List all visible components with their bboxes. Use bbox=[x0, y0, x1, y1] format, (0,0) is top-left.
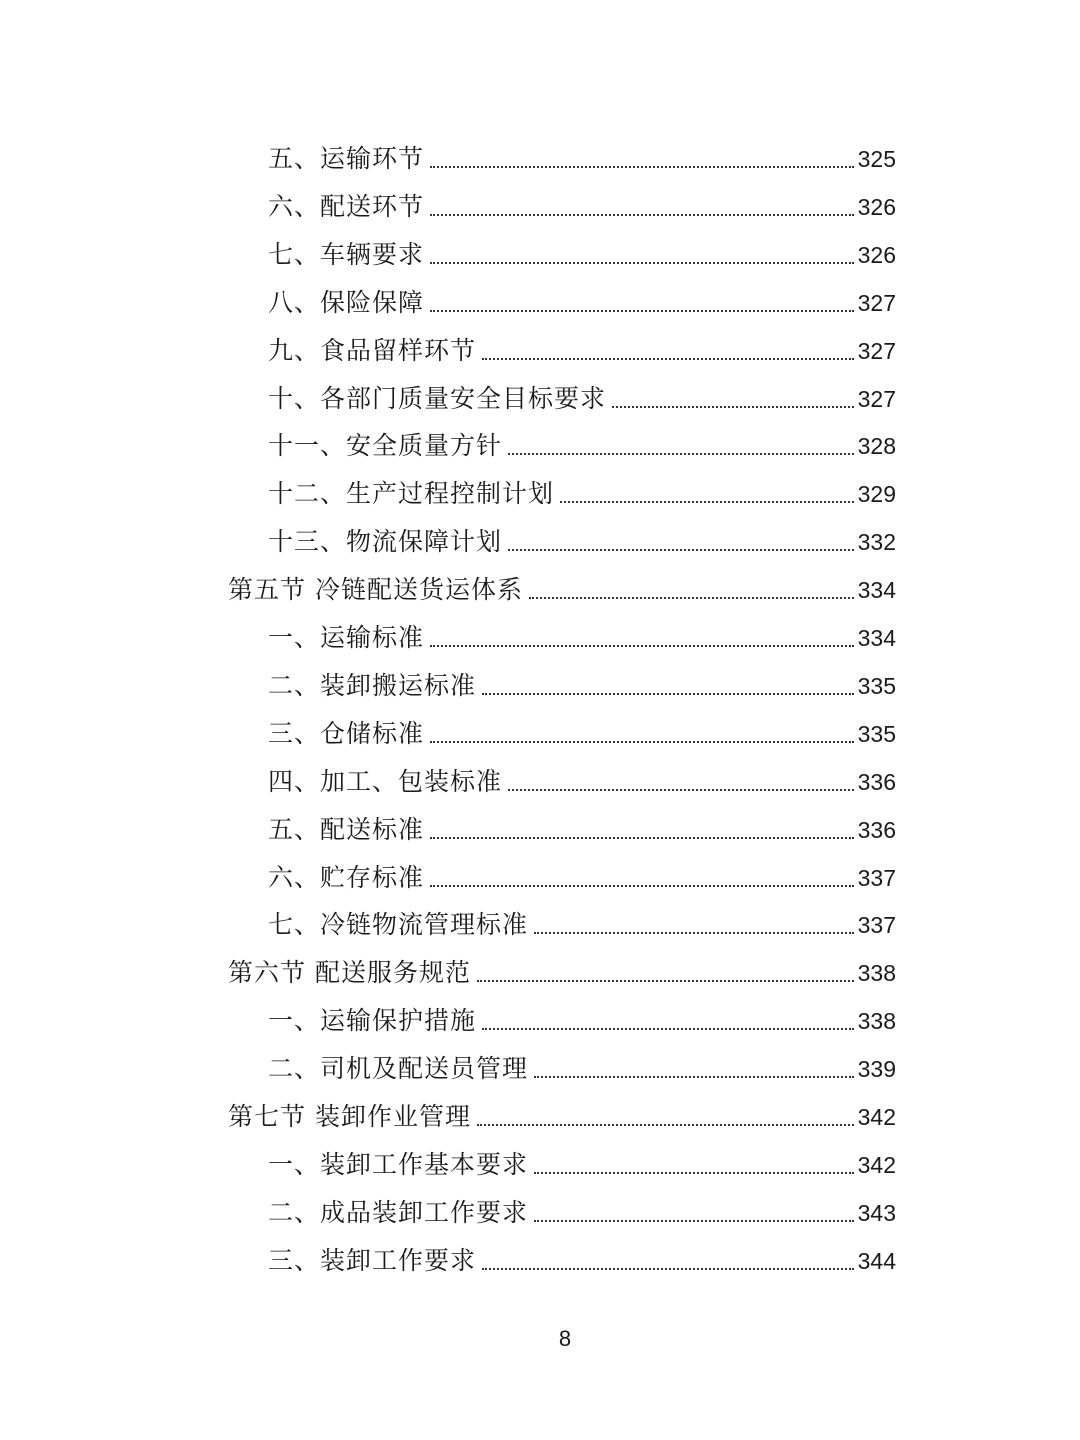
toc-entry-page-number: 336 bbox=[857, 816, 896, 843]
toc-entry[interactable] bbox=[268, 320, 896, 368]
toc-dot-leader bbox=[430, 214, 854, 216]
toc-dot-leader bbox=[430, 310, 854, 312]
toc-dot-leader bbox=[508, 453, 854, 455]
toc-entry-label: 五、配送标准 bbox=[268, 814, 425, 844]
toc-entry[interactable] bbox=[268, 655, 896, 703]
toc-dot-leader bbox=[534, 1172, 854, 1174]
toc-entry-label: 十二、生产过程控制计划 bbox=[268, 479, 555, 509]
toc-dot-leader bbox=[430, 741, 854, 743]
toc-dot-leader bbox=[430, 645, 854, 647]
toc-entry[interactable] bbox=[268, 176, 896, 224]
toc-entry-page-number: 344 bbox=[857, 1247, 896, 1274]
toc-dot-leader bbox=[430, 166, 854, 168]
toc-entry[interactable] bbox=[268, 224, 896, 272]
toc-dot-leader bbox=[482, 1268, 854, 1270]
toc-entry[interactable] bbox=[268, 368, 896, 416]
toc-dot-leader bbox=[529, 597, 854, 599]
toc-entry[interactable] bbox=[268, 272, 896, 320]
toc-entry-page-number: 327 bbox=[857, 289, 896, 316]
toc-entry[interactable] bbox=[268, 990, 896, 1038]
toc-entry-label: 六、配送环节 bbox=[268, 191, 425, 221]
toc-entry[interactable] bbox=[268, 799, 896, 847]
toc-entry[interactable] bbox=[268, 1182, 896, 1230]
toc-entry-page-number: 342 bbox=[857, 1151, 896, 1178]
toc-section-entry[interactable] bbox=[228, 942, 896, 990]
toc-entry-label: 一、运输保护措施 bbox=[268, 1006, 477, 1036]
toc-entry-page-number: 343 bbox=[857, 1199, 896, 1226]
toc-dot-leader bbox=[534, 1076, 854, 1078]
toc-entry-label: 第六节 配送服务规范 bbox=[228, 958, 471, 988]
toc-entry-page-number: 334 bbox=[857, 577, 896, 604]
toc-entry-page-number: 326 bbox=[857, 241, 896, 268]
toc-entry-page-number: 338 bbox=[857, 960, 896, 987]
toc-entry-label: 一、装卸工作基本要求 bbox=[268, 1149, 529, 1179]
toc-entry-page-number: 325 bbox=[857, 146, 896, 172]
toc-dot-leader bbox=[430, 885, 854, 887]
toc-entry[interactable] bbox=[268, 1230, 896, 1278]
toc-entry[interactable] bbox=[268, 415, 896, 463]
toc-entry-page-number: 332 bbox=[857, 529, 896, 556]
toc-entry-label: 七、冷链物流管理标准 bbox=[268, 910, 529, 940]
toc-entry-label: 十、各部门质量安全目标要求 bbox=[268, 383, 607, 413]
toc-entry-page-number: 337 bbox=[857, 912, 896, 939]
toc-entry-page-number: 338 bbox=[857, 1008, 896, 1035]
toc-entry-page-number: 327 bbox=[857, 385, 896, 412]
toc-entry-page-number: 328 bbox=[857, 433, 896, 460]
toc-entry-page-number: 334 bbox=[857, 625, 896, 651]
toc-dot-leader bbox=[477, 1124, 854, 1126]
toc-entry-label: 二、司机及配送员管理 bbox=[268, 1054, 529, 1084]
toc-entry-page-number: 335 bbox=[857, 720, 896, 747]
toc-entry-page-number: 327 bbox=[857, 337, 896, 364]
toc-entry-page-number: 326 bbox=[857, 193, 896, 220]
toc-entry-label: 九、食品留样环节 bbox=[268, 335, 477, 365]
toc-entry-page-number: 335 bbox=[857, 672, 896, 699]
toc-entry-page-number: 342 bbox=[857, 1104, 896, 1130]
toc-entry[interactable] bbox=[268, 607, 896, 655]
toc-entry[interactable] bbox=[268, 1134, 896, 1182]
toc-entry[interactable] bbox=[268, 511, 896, 559]
page-number: 8 bbox=[558, 1326, 572, 1351]
toc-dot-leader bbox=[508, 789, 854, 791]
toc-entry[interactable] bbox=[268, 894, 896, 942]
toc-entry-page-number: 329 bbox=[857, 481, 896, 508]
toc-entry[interactable] bbox=[268, 1038, 896, 1086]
toc-entry[interactable] bbox=[268, 128, 896, 176]
toc-entry-label: 七、车辆要求 bbox=[268, 239, 425, 269]
toc-entry-label: 三、仓储标准 bbox=[268, 718, 425, 748]
toc-dot-leader bbox=[482, 358, 854, 360]
toc-dot-leader bbox=[430, 262, 854, 264]
toc-entry-label: 第五节 冷链配送货运体系 bbox=[228, 575, 523, 605]
toc-dot-leader bbox=[508, 549, 854, 551]
toc-dot-leader bbox=[482, 1028, 854, 1030]
toc-entry-label: 三、装卸工作要求 bbox=[268, 1245, 477, 1275]
toc-dot-leader bbox=[534, 1220, 854, 1222]
toc-entry-label: 六、贮存标准 bbox=[268, 862, 425, 892]
toc-entry-page-number: 339 bbox=[857, 1056, 896, 1083]
toc-entry-label: 二、成品装卸工作要求 bbox=[268, 1197, 529, 1227]
toc-section-entry[interactable] bbox=[228, 1086, 896, 1134]
toc-dot-leader bbox=[430, 837, 854, 839]
toc-entry-page-number: 336 bbox=[857, 768, 896, 795]
toc-dot-leader bbox=[560, 501, 854, 503]
toc-section-entry[interactable] bbox=[228, 559, 896, 607]
toc-entry-page-number: 337 bbox=[857, 864, 896, 891]
toc-entry-label: 二、装卸搬运标准 bbox=[268, 670, 477, 700]
toc-dot-leader bbox=[477, 980, 854, 982]
toc-entry[interactable] bbox=[268, 703, 896, 751]
toc-entry-label: 十三、物流保障计划 bbox=[268, 527, 503, 557]
toc-dot-leader bbox=[534, 932, 854, 934]
toc-entry-label: 四、加工、包装标准 bbox=[268, 766, 503, 796]
toc-entry[interactable] bbox=[268, 463, 896, 511]
toc-entry-label: 一、运输标准 bbox=[268, 623, 425, 652]
toc-entry[interactable] bbox=[268, 751, 896, 799]
toc-entry-label: 第七节 装卸作业管理 bbox=[228, 1102, 471, 1131]
toc-entry-label: 十一、安全质量方针 bbox=[268, 431, 503, 461]
toc-entry-label: 五、运输环节 bbox=[268, 144, 425, 173]
toc-entry-label: 八、保险保障 bbox=[268, 287, 425, 317]
toc-dot-leader bbox=[482, 693, 854, 695]
toc-entry[interactable] bbox=[268, 847, 896, 895]
toc-dot-leader bbox=[612, 406, 854, 408]
